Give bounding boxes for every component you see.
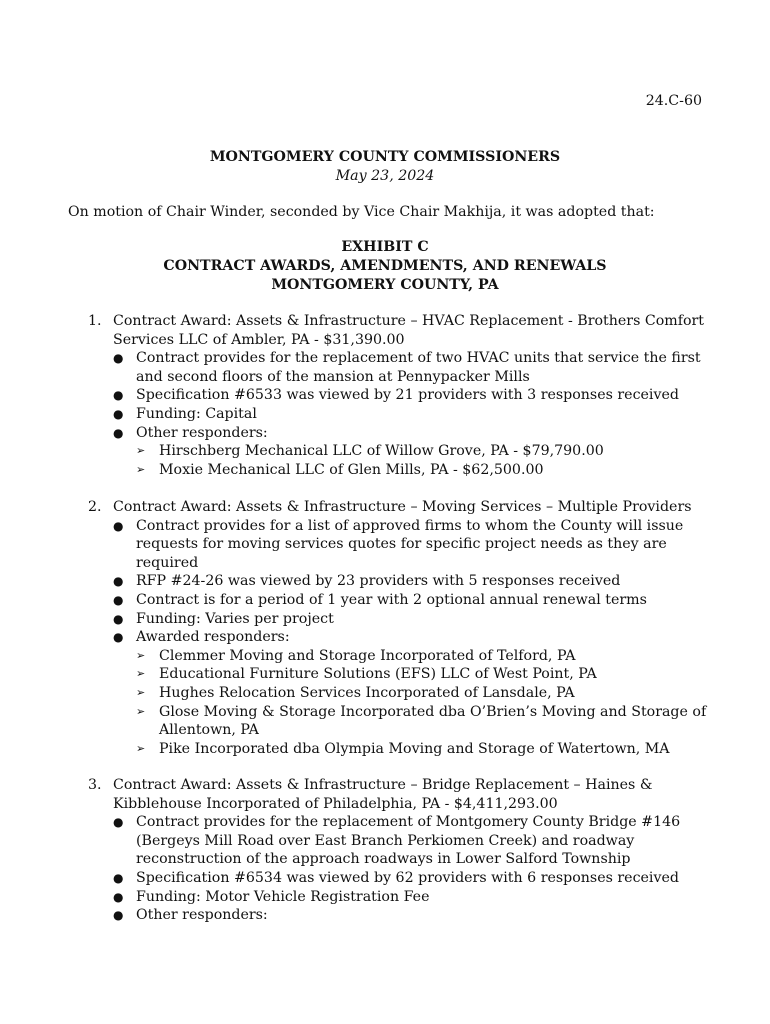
list-item: ● Other responders: — [113, 907, 268, 924]
list-item: ● Funding: Varies per project — [113, 610, 334, 627]
item-title: Contract Award: Assets & Infrastructure – Moving Services – Multiple Providers — [113, 499, 692, 515]
exhibit-title: CONTRACT AWARDS, AMENDMENTS, AND RENEWALS — [163, 258, 607, 274]
responder-item: ➢ Pike Incorporated dba Olympia Moving and Storage of Watertown, MA — [136, 740, 670, 757]
contract-item-1 — [88, 312, 718, 479]
bullet-icon: ● — [113, 518, 124, 533]
contract-item-3 — [88, 776, 718, 925]
item-number: 1. — [88, 313, 102, 329]
item-title: Contract Award: Assets & Infrastructure – HVAC Replacement - Brothers Comfort Services LLC of Ambler, PA - $31,390.00 — [113, 313, 704, 348]
bullet-icon: ● — [113, 630, 124, 645]
arrow-icon: ➢ — [136, 741, 146, 755]
exhibit-subtitle: MONTGOMERY COUNTY, PA — [271, 277, 499, 293]
list-item: ● Specification #6533 was viewed by 21 providers with 3 responses received — [113, 387, 679, 404]
list-item: ● RFP #24-26 was viewed by 23 providers with 5 responses received — [113, 573, 621, 590]
bullet-icon: ● — [113, 388, 124, 403]
bullet-icon: ● — [113, 815, 124, 830]
list-item: ● Contract provides for the replacement of Montgomery County Bridge #146 (Bergeys Mill Road over East Branch Perkiomen Creek) and roadway reconstruction of the approach roadways in Lower Salford Township — [113, 814, 681, 868]
list-item: ● Other responders: — [113, 424, 268, 441]
bullet-icon: ● — [113, 870, 124, 885]
bullet-icon: ● — [113, 592, 124, 607]
list-item: ● Contract provides for a list of approved firms to whom the County will issue requests for moving services quotes for specific project needs as they are required — [113, 517, 684, 571]
page-title: MONTGOMERY COUNTY COMMISSIONERS — [209, 149, 561, 165]
document-number: 24.C-60 — [645, 93, 702, 109]
arrow-icon: ➢ — [136, 685, 146, 699]
list-item: ● Specification #6534 was viewed by 62 providers with 6 responses received — [113, 869, 679, 886]
item-title: Contract Award: Assets & Infrastructure – Bridge Replacement – Haines & Kibblehouse Incorporated of Philadelphia, PA - $4,411,293.00 — [113, 777, 653, 812]
arrow-icon: ➢ — [136, 648, 146, 662]
responder-item: ➢ Hirschberg Mechanical LLC of Willow Grove, PA - $79,790.00 — [136, 443, 604, 460]
item-number: 2. — [88, 499, 102, 515]
bullet-icon: ● — [113, 908, 124, 923]
exhibit-label: EXHIBIT C — [341, 239, 429, 255]
list-item: ● Awarded responders: — [113, 629, 290, 646]
bullet-icon: ● — [113, 889, 124, 904]
bullet-icon: ● — [113, 406, 124, 421]
list-item: ● Funding: Motor Vehicle Registration Fee — [113, 888, 430, 905]
responder-item: ➢ Hughes Relocation Services Incorporated of Lansdale, PA — [136, 684, 575, 701]
arrow-icon: ➢ — [136, 667, 146, 681]
bullet-icon: ● — [113, 425, 124, 440]
contract-item-2 — [88, 498, 718, 758]
responder-item: ➢ Moxie Mechanical LLC of Glen Mills, PA - $62,500.00 — [136, 461, 544, 478]
motion-statement: On motion of Chair Winder, seconded by Vice Chair Makhija, it was adopted that: — [68, 204, 655, 220]
list-item: ● Funding: Capital — [113, 405, 257, 422]
arrow-icon: ➢ — [136, 444, 146, 458]
meeting-date: May 23, 2024 — [335, 168, 435, 184]
bullet-icon: ● — [113, 351, 124, 366]
arrow-icon: ➢ — [136, 462, 146, 476]
responder-item: ➢ Glose Moving & Storage Incorporated dba O’Brien’s Moving and Storage of Allentown, PA — [136, 703, 707, 739]
list-item: ● Contract is for a period of 1 year with 2 optional annual renewal terms — [113, 591, 647, 608]
arrow-icon: ➢ — [136, 704, 146, 718]
responder-item: ➢ Educational Furniture Solutions (EFS) LLC of West Point, PA — [136, 666, 597, 683]
list-item: ● Contract provides for the replacement of two HVAC units that service the first and second floors of the mansion at Pennypacker Mills — [113, 350, 701, 385]
item-number: 3. — [88, 777, 102, 793]
responder-item: ➢ Clemmer Moving and Storage Incorporated of Telford, PA — [136, 647, 576, 664]
bullet-icon: ● — [113, 611, 124, 626]
bullet-icon: ● — [113, 574, 124, 589]
